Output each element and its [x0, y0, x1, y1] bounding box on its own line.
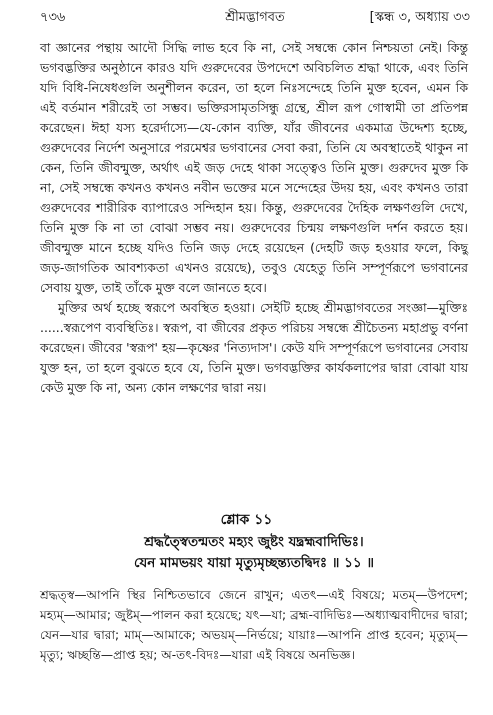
purport-paragraph-1: বা জ্ঞানের পন্থায় আদৌ সিদ্ধি লাভ হবে কি না, সেই সম্বন্ধে কোন নিশ্চয়তা নেই। কিন্তু ভগবদ্ভক্তির অনুষ্ঠানে কারও যদি গুরুদেবের উপদেশে অবিচলিত শ্রদ্ধা থাকে, এবং তিনি যদি বিধি-নিষেধগুলি অনুশীলন করেন, তা হলে নিঃসন্দেহে তিনি মুক্ত হবেন, এমন কি এই বর্তমান শরীরেই তা সম্ভব। ভক্তিরসামৃতসিন্ধু গ্রন্থে, শ্রীল রূপ গোস্বামী তা প্রতিপন্ন করেছেন। ঈহা যস্য হরের্দাস্যে—যে-কোন ব্যক্তি, যাঁর জীবনের একমাত্র উদ্দেশ্য হচ্ছে, গুরুদেবের নির্দেশ অনুসারে পরমেশ্বর ভগবানের সেবা করা, তিনি যে অবস্থাতেই থাকুন না কেন, তিনি জীবন্মুক্ত, অর্থাৎ এই জড় দেহে থাকা সত্ত্বেও তিনি মুক্ত। গুরুদেব মুক্ত কি না, সেই সম্বন্ধে কখনও কখনও নবীন ভক্তের মনে সন্দেহের উদয় হয়, এবং কখনও তারা গুরুদেবের শারীরিক ব্যাপারেও সন্দিহান হয়। কিন্তু, গুরুদেবের দৈহিক লক্ষণগুলি দেখে, তিনি মুক্ত কি না তা বোঝা সম্ভব নয়। গুরুদেবের চিন্ময় লক্ষণগুলি দর্শন করতে হয়। জীবন্মুক্ত মানে হচ্ছে যদিও তিনি জড় দেহে রয়েছেন (দেহটি জড় হওয়ার ফলে, কিছু জড়-জাগতিক আবশ্যকতা এখনও রয়েছে), তবুও যেহেতু তিনি সম্পূর্ণরূপে ভগবানের সেবায় যুক্ত, তাই তাঁকে মুক্ত বলে জানতে হবে।: [40, 40, 468, 295]
purport-paragraph-2: মুক্তির অর্থ হচ্ছে স্বরূপে অবস্থিত হওয়া। সেইটি হচ্ছে শ্রীমদ্ভাগবতের সংজ্ঞা—মুক্তিঃ ......স্বরূপেণ ব্যবস্থিতিঃ। স্বরূপ, বা জীবের প্রকৃত পরিচয় সম্বন্ধে শ্রীচৈতন্য মহাপ্রভু বর্ণনা করেছেন। জীবের 'স্বরূপ' হয়—কৃষ্ণের 'নিত্যদাস'। কেউ যদি সম্পূর্ণরূপে ভগবানের সেবায় যুক্ত হন, তা হলে বুঝতে হবে যে, তিনি মুক্ত। ভগবদ্ভক্তির কার্যকলাপের দ্বারা বোঝা যায় কেউ মুক্ত কি না, অন্য কোন লক্ষণের দ্বারা নয়।: [40, 300, 468, 395]
purport-text: [40, 38, 468, 398]
verse-line-2: যেন মামভয়ং যায়া মৃত্যুমৃচ্ছন্ত্যতদ্বিদঃ ॥ ১১ ॥: [134, 555, 374, 571]
page-number: ৭৩৬: [40, 10, 66, 25]
verse-heading: শ্লোক ১১: [220, 512, 273, 528]
page-header: [40, 8, 470, 28]
chapter-reference: [স্কন্ধ ৩, অধ্যায় ৩৩: [369, 10, 470, 25]
verse-line-1: শ্রদ্ধত্স্বৈতন্মতং মহ্যং জুষ্টং যদ্ব্রহ্মবাদিভিঃ।: [144, 534, 364, 550]
book-title: শ্রীমদ্ভাগবত: [225, 10, 285, 25]
sanskrit-verse: [40, 532, 468, 574]
word-synonyms: শ্রদ্ধত্স্ব—আপনি স্থির নিশ্চিতভাবে জেনে রাখুন; এতৎ—এই বিষয়ে; মতম্—উপদেশ; মহ্যম্—আমার; জুষ্টম্—পালন করা হয়েছে; যৎ—যা; ব্রহ্ম-বাদিভিঃ—অধ্যাত্মবাদীদের দ্বারা; যেন—যার দ্বারা; মাম্—আমাকে; অভয়ম্—নির্ভয়ে; যায়াঃ—আপনি প্রাপ্ত হবেন; মৃত্যুম্—মৃত্যু; ঋচ্ছন্তি—প্রাপ্ত হয়; অ-তৎ-বিদঃ—যারা এই বিষয়ে অনভিজ্ঞ।: [40, 588, 468, 662]
